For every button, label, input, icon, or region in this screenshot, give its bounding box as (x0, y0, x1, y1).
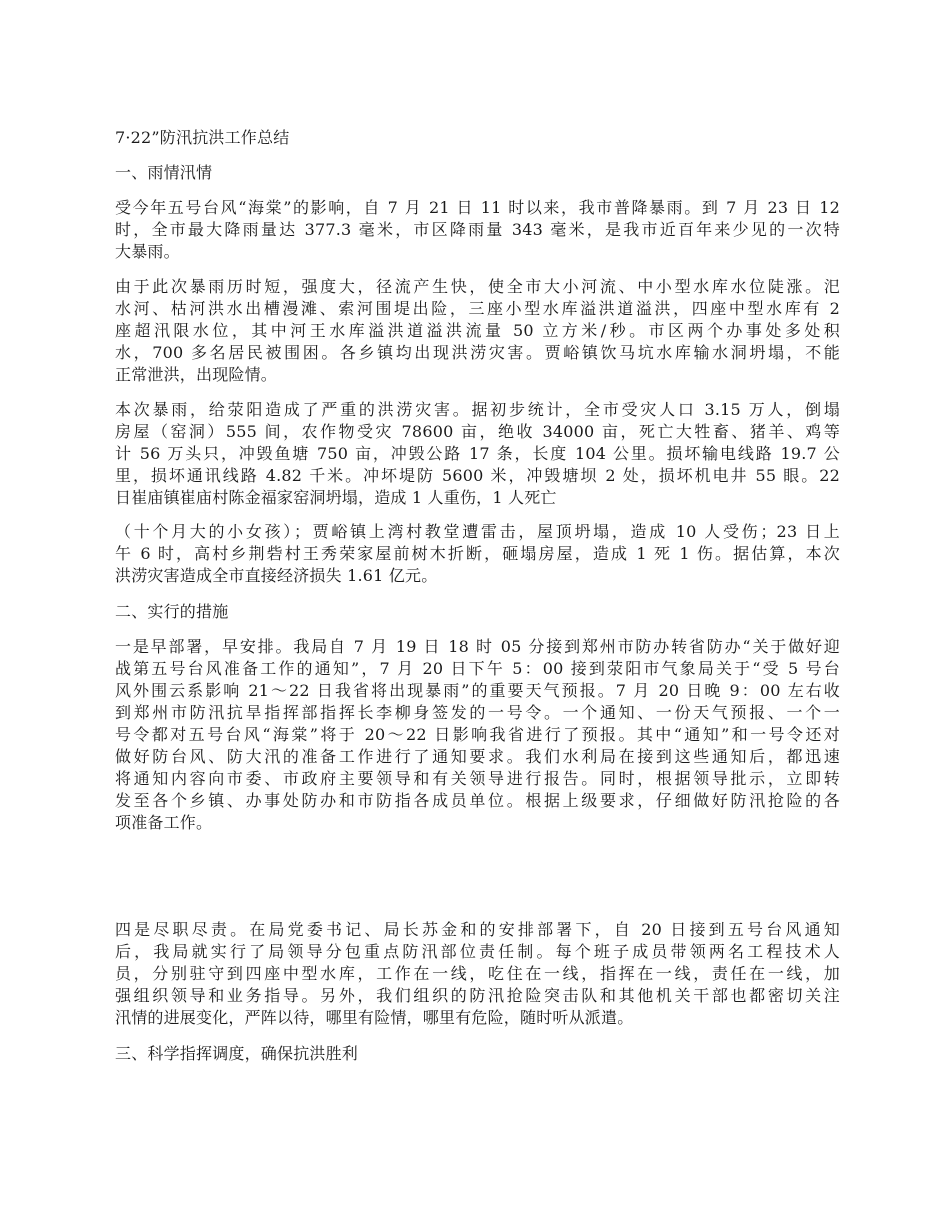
paragraph-line: 日崔庙镇崔庙村陈金福家窑洞坍塌，造成 1 人重伤，1 人死亡 (115, 488, 557, 507)
paragraph-line: 受今年五号台风“海棠”的影响，自 7 月 21 日 11 时以来，我市普降暴雨。到 7 月 23 日 12 (115, 198, 840, 217)
paragraph-line: 汛情的进展变化，严阵以待，哪里有险情，哪里有危险，随时听从派遣。 (115, 1008, 634, 1027)
paragraph-line: 本次暴雨，给荥阳造成了严重的洪涝灾害。据初步统计，全市受灾人口 3.15 万人，倒塌 (115, 400, 840, 419)
section-heading-3 (115, 1043, 840, 1065)
paragraph-early-deployment (115, 636, 840, 834)
paragraph-disaster-stats (115, 399, 840, 509)
document-title (115, 127, 840, 149)
paragraph-line: 一是早部署，早安排。我局自 7 月 19 日 18 时 05 分接到郑州市防办转省防办“关于做好迎 (115, 637, 840, 656)
paragraph-line: 风外围云系影响 21～22 日我省将出现暴雨”的重要天气预报。7 月 20 日晚 9：00 左右收 (115, 681, 840, 700)
paragraph-line: 房屋（窑洞）555 间，农作物受灾 78600 亩，绝收 34000 亩，死亡大牲畜、猪羊、鸡等 (115, 422, 840, 441)
paragraph-line: 后，我局就实行了局领导分包重点防汛部位责任制。每个班子成员带领两名工程技术人 (115, 942, 840, 961)
paragraph-responsibility (115, 919, 840, 1029)
paragraph-line: 将通知内容向市委、市政府主要领导和有关领导进行报告。同时，根据领导批示，立即转 (115, 769, 840, 788)
paragraph-line: 座超汛限水位，其中河王水库溢洪道溢洪流量 50 立方米/秒。市区两个办事处多处积 (115, 321, 840, 340)
paragraph-line: 到郑州市防汛抗旱指挥部指挥长李柳身签发的一号令。一个通知、一份天气预报、一个一 (115, 703, 840, 722)
paragraph-line: 时，全市最大降雨量达 377.3 毫米，市区降雨量 343 毫米，是我市近百年来少见的一次特 (115, 220, 840, 239)
paragraph-line: 水河、枯河洪水出槽漫滩、索河围堤出险，三座小型水库溢洪道溢洪，四座中型水库有 2 (115, 299, 840, 318)
paragraph-line: 号令都对五号台风“海棠”将于 20～22 日影响我省进行了预报。其中“通知”和一号令还对 (115, 725, 840, 744)
paragraph-line: 水，700 多名居民被围困。各乡镇均出现洪涝灾害。贾峪镇饮马坑水库输水洞坍塌，不能 (115, 343, 840, 362)
title-text: 7·22”防汛抗洪工作总结 (115, 128, 290, 147)
paragraph-line: 强组织领导和业务指导。另外，我们组织的防汛抢险突击队和其他机关干部也都密切关注 (115, 986, 840, 1005)
paragraph-line: 发至各个乡镇、办事处防办和市防指各成员单位。根据上级要求，仔细做好防汛抢险的各 (115, 791, 840, 810)
paragraph-rainfall (115, 197, 840, 263)
paragraph-flood-situation (115, 276, 840, 386)
paragraph-line: 计 56 万头只，冲毁鱼塘 750 亩，冲毁公路 17 条，长度 104 公里。损坏输电线路 19.7 公 (115, 444, 840, 463)
paragraph-line: 大暴雨。 (115, 242, 180, 261)
paragraph-casualties (115, 521, 840, 587)
paragraph-line: 洪涝灾害造成全市直接经济损失 1.61 亿元。 (115, 566, 438, 585)
paragraph-line: 由于此次暴雨历时短，强度大，径流产生快，使全市大小河流、中小型水库水位陡涨。汜 (115, 277, 840, 296)
paragraph-line: 项准备工作。 (115, 813, 213, 832)
paragraph-line: 正常泄洪，出现险情。 (115, 365, 278, 384)
section-heading-text: 二、实行的措施 (115, 602, 229, 621)
paragraph-line: 员，分别驻守到四座中型水库，工作在一线，吃住在一线，指挥在一线，责任在一线，加 (115, 964, 840, 983)
paragraph-line: 四是尽职尽责。在局党委书记、局长苏金和的安排部署下，自 20 日接到五号台风通知 (115, 920, 840, 939)
section-heading-2 (115, 601, 840, 623)
paragraph-line: （十个月大的小女孩）；贾峪镇上湾村教堂遭雷击，屋顶坍塌，造成 10 人受伤；23 日上 (115, 522, 840, 541)
section-heading-text: 一、雨情汛情 (115, 163, 213, 182)
paragraph-line: 里，损坏通讯线路 4.82 千米。冲坏堤防 5600 米，冲毁塘坝 2 处，损坏机电井 55 眼。22 (115, 466, 840, 485)
paragraph-line: 做好防台风、防大汛的准备工作进行了通知要求。我们水利局在接到这些通知后，都迅速 (115, 747, 840, 766)
section-heading-text: 三、科学指挥调度，确保抗洪胜利 (115, 1044, 359, 1063)
paragraph-line: 战第五号台风准备工作的通知”，7 月 20 日下午 5：00 接到荥阳市气象局关于“受 5 号台 (115, 659, 840, 678)
section-heading-1 (115, 162, 840, 184)
paragraph-line: 午 6 时，高村乡荆砦村王秀荣家屋前树木折断，砸塌房屋，造成 1 死 1 伤。据估算，本次 (115, 544, 840, 563)
